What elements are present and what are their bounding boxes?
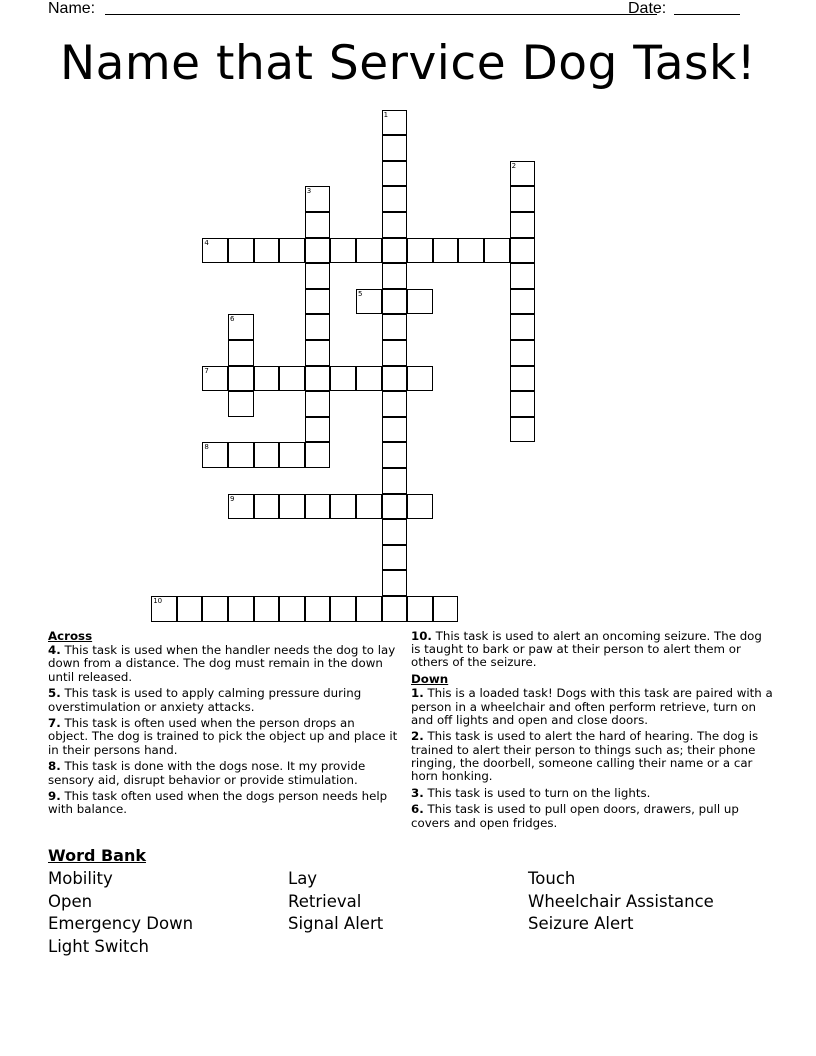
cell-number: 8 xyxy=(204,443,209,452)
crossword-cell[interactable] xyxy=(305,314,331,340)
crossword-cell[interactable] xyxy=(407,238,433,264)
cell-number: 7 xyxy=(204,366,209,375)
crossword-cell[interactable] xyxy=(279,238,305,264)
crossword-cell[interactable] xyxy=(228,442,254,468)
crossword-cell[interactable] xyxy=(356,494,382,520)
crossword-cell[interactable] xyxy=(330,494,356,520)
clue-text: This task is used to pull open doors, drawers, pull up covers and open fridges. xyxy=(411,802,739,830)
crossword-cell[interactable] xyxy=(382,545,408,571)
crossword-cell[interactable] xyxy=(510,186,536,212)
crossword-cell[interactable] xyxy=(382,238,408,264)
crossword-cell[interactable] xyxy=(407,494,433,520)
clues-right-column xyxy=(411,630,773,833)
crossword-cell[interactable] xyxy=(305,263,331,289)
crossword-cell[interactable] xyxy=(510,289,536,315)
crossword-cell[interactable] xyxy=(305,340,331,366)
page-title: Name that Service Dog Task! xyxy=(59,36,757,91)
clue-text: This task is used to alert an oncoming seizure. The dog is taught to bark or paw at their person to alert them or others of the seizure. xyxy=(411,629,762,670)
word-bank-column xyxy=(528,868,768,936)
word-bank-word: Seizure Alert xyxy=(528,914,634,934)
clue-number: 3. xyxy=(411,785,424,800)
crossword-cell[interactable] xyxy=(382,212,408,238)
date-label: Date: xyxy=(628,0,667,17)
word-bank-word: Lay xyxy=(288,869,318,888)
crossword-cell[interactable] xyxy=(305,494,331,520)
crossword-cell[interactable] xyxy=(382,519,408,545)
clue-number: 10. xyxy=(411,629,432,643)
crossword-cell[interactable] xyxy=(382,570,408,596)
cell-number: 9 xyxy=(230,494,235,503)
crossword-cell[interactable] xyxy=(254,238,280,264)
word-bank-word: Open xyxy=(48,891,93,911)
word-bank-word: Emergency Down xyxy=(48,914,194,934)
crossword-cell[interactable] xyxy=(510,314,536,340)
clue-across-5 xyxy=(48,687,398,713)
clue-number: 7. xyxy=(48,716,61,731)
word-bank-word: Touch xyxy=(528,869,576,888)
crossword-cell[interactable] xyxy=(382,340,408,366)
crossword-cell[interactable] xyxy=(254,442,280,468)
crossword-cell[interactable] xyxy=(356,366,382,392)
crossword-cell[interactable] xyxy=(330,366,356,392)
word-bank-word: Wheelchair Assistance xyxy=(528,891,714,911)
clue-text: This task is used to apply calming pressure during overstimulation or anxiety attacks. xyxy=(48,686,362,714)
across-heading: Across xyxy=(48,629,93,643)
crossword-cell[interactable] xyxy=(458,238,484,264)
word-bank-column xyxy=(48,868,288,959)
crossword-cell[interactable] xyxy=(305,186,331,212)
cell-number: 4 xyxy=(204,238,209,247)
crossword-cell[interactable] xyxy=(510,340,536,366)
word-bank-title: Word Bank xyxy=(48,846,147,865)
word-bank-word: Retrieval xyxy=(288,891,362,911)
crossword-cell[interactable] xyxy=(177,596,203,622)
crossword-cell[interactable] xyxy=(228,494,254,520)
down-heading: Down xyxy=(411,672,449,687)
crossword-cell[interactable] xyxy=(305,442,331,468)
crossword-cell[interactable] xyxy=(228,314,254,340)
crossword-cell[interactable] xyxy=(382,110,408,136)
crossword-cell[interactable] xyxy=(202,366,228,392)
cell-number: 10 xyxy=(153,597,163,605)
clue-across-7 xyxy=(48,717,398,757)
word-bank-word: Signal Alert xyxy=(288,914,384,934)
clue-number: 8. xyxy=(48,759,61,774)
crossword-cell[interactable] xyxy=(228,596,254,622)
crossword-cell[interactable] xyxy=(433,238,459,264)
clue-number: 9. xyxy=(48,789,61,804)
crossword-cell[interactable] xyxy=(151,596,177,622)
cell-number: 1 xyxy=(383,110,389,119)
cell-number: 6 xyxy=(230,315,235,324)
crossword-cell[interactable] xyxy=(228,238,254,264)
crossword-cell[interactable] xyxy=(305,238,331,264)
crossword-cell[interactable] xyxy=(254,596,280,622)
crossword-cell[interactable] xyxy=(279,596,305,622)
crossword-cell[interactable] xyxy=(382,494,408,520)
crossword-cell[interactable] xyxy=(510,212,536,238)
crossword-cell[interactable] xyxy=(382,366,408,392)
crossword-cell[interactable] xyxy=(202,238,228,264)
crossword-cell[interactable] xyxy=(305,391,331,417)
clue-text: This task often used when the dogs person needs help with balance. xyxy=(48,789,388,817)
clue-down-2 xyxy=(411,730,773,783)
clue-down-6 xyxy=(411,803,773,829)
crossword-cell[interactable] xyxy=(356,596,382,622)
clue-across-4 xyxy=(48,644,398,684)
crossword-cell[interactable] xyxy=(305,417,331,443)
crossword-cell[interactable] xyxy=(305,596,331,622)
crossword-cell[interactable] xyxy=(382,135,408,161)
crossword-cell[interactable] xyxy=(382,314,408,340)
clue-text: This task is used to alert the hard of hearing. The dog is trained to alert their person to things such as; their phone ringing, the doorbell, someone calling their name or a car horn honking. xyxy=(411,729,759,784)
crossword-cell[interactable] xyxy=(202,596,228,622)
crossword-cell[interactable] xyxy=(510,161,536,187)
clue-number: 2. xyxy=(411,729,424,744)
clues-left-column xyxy=(48,630,398,820)
clue-number: 1. xyxy=(411,686,424,701)
crossword-cell[interactable] xyxy=(433,596,459,622)
word-bank xyxy=(48,846,768,957)
crossword-cell[interactable] xyxy=(279,442,305,468)
crossword-cell[interactable] xyxy=(279,494,305,520)
clue-number: 4. xyxy=(48,643,61,658)
crossword-cell[interactable] xyxy=(382,596,408,622)
crossword-cell[interactable] xyxy=(407,596,433,622)
clue-down-3 xyxy=(411,787,773,800)
crossword-cell[interactable] xyxy=(254,366,280,392)
crossword-cell[interactable] xyxy=(382,442,408,468)
crossword-cell[interactable] xyxy=(228,340,254,366)
crossword-cell[interactable] xyxy=(484,238,510,264)
crossword-cell[interactable] xyxy=(382,289,408,315)
crossword-cell[interactable] xyxy=(279,366,305,392)
crossword-cell[interactable] xyxy=(510,391,536,417)
crossword-cell[interactable] xyxy=(407,366,433,392)
clue-text: This task is often used when the person drops an object. The dog is trained to pick the object up and place it in their persons hand. xyxy=(48,716,398,757)
crossword-cell[interactable] xyxy=(228,391,254,417)
name-label: Name: xyxy=(48,0,96,17)
clue-text: This task is used when the handler needs the dog to lay down from a distance. The dog must remain in the down until released. xyxy=(48,643,396,684)
clue-number: 5. xyxy=(48,686,61,701)
crossword-cell[interactable] xyxy=(356,289,382,315)
crossword-cell[interactable] xyxy=(510,263,536,289)
crossword-cell[interactable] xyxy=(382,417,408,443)
crossword-cell[interactable] xyxy=(330,238,356,264)
cell-number: 3 xyxy=(306,187,312,196)
clue-text: This task is used to turn on the lights. xyxy=(427,785,651,800)
crossword-cell[interactable] xyxy=(407,289,433,315)
crossword-cell[interactable] xyxy=(356,238,382,264)
crossword-cell[interactable] xyxy=(510,417,536,443)
crossword-cell[interactable] xyxy=(254,494,280,520)
word-bank-word: Light Switch xyxy=(48,937,149,957)
clue-across-10 xyxy=(411,630,773,670)
crossword-cell[interactable] xyxy=(382,161,408,187)
crossword-cell[interactable] xyxy=(382,263,408,289)
clue-number: 6. xyxy=(411,802,424,817)
crossword-cell[interactable] xyxy=(382,186,408,212)
word-bank-column xyxy=(288,868,528,936)
crossword-cell[interactable] xyxy=(305,289,331,315)
crossword-cell[interactable] xyxy=(305,366,331,392)
crossword-cell[interactable] xyxy=(382,468,408,494)
crossword-cell[interactable] xyxy=(510,238,536,264)
crossword-cell[interactable] xyxy=(330,596,356,622)
clue-across-8 xyxy=(48,760,398,786)
clue-text: This task is done with the dogs nose. It my provide sensory aid, disrupt behavior or provide stimulation. xyxy=(48,759,366,787)
crossword-cell[interactable] xyxy=(202,442,228,468)
cell-number: 2 xyxy=(511,161,517,170)
clue-across-9 xyxy=(48,790,398,816)
cell-number: 5 xyxy=(358,289,363,298)
word-bank-word: Mobility xyxy=(48,869,113,888)
crossword-cell[interactable] xyxy=(510,366,536,392)
crossword-cell[interactable] xyxy=(228,366,254,392)
crossword-cell[interactable] xyxy=(382,391,408,417)
clue-down-1 xyxy=(411,687,773,727)
crossword-cell[interactable] xyxy=(305,212,331,238)
clue-text: This is a loaded task! Dogs with this task are paired with a person in a wheelchair and often perform retrieve, turn on and off lights and open and close doors. xyxy=(411,686,773,727)
